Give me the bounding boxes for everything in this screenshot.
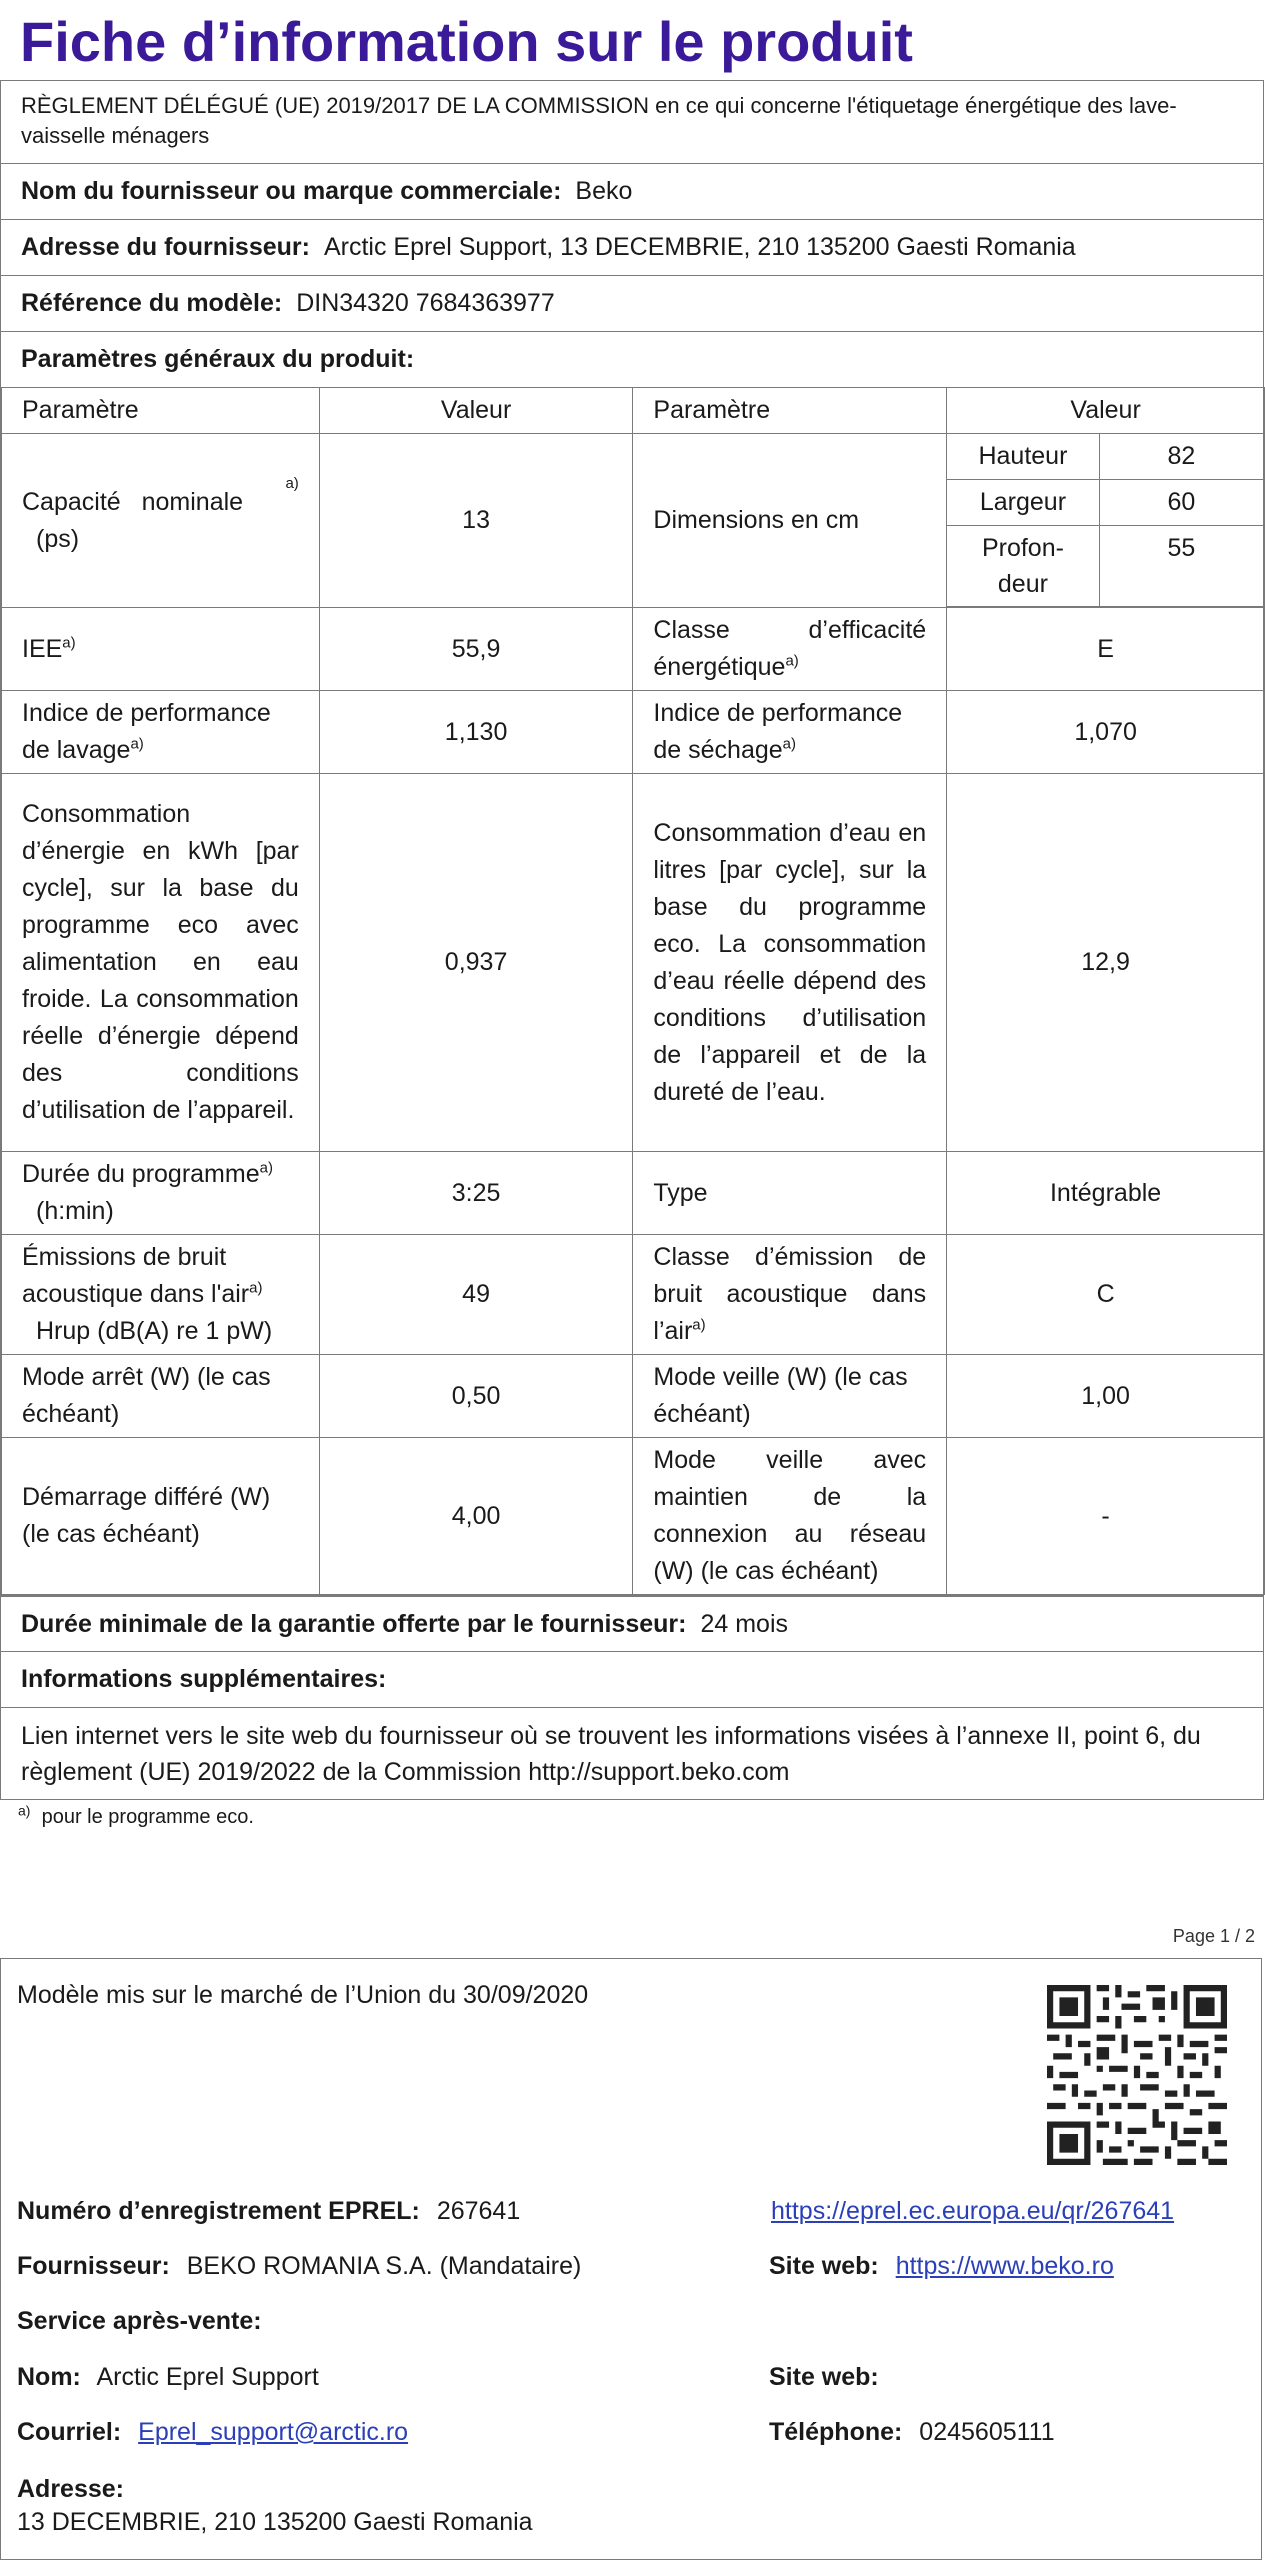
dry-value: 1,070 bbox=[947, 691, 1265, 774]
guarantee-row bbox=[1, 1595, 1263, 1651]
duration-unit: (h:min) bbox=[36, 1197, 114, 1225]
link-row bbox=[1, 1707, 1263, 1799]
capacity-unit: (ps) bbox=[36, 524, 80, 553]
supplier-row bbox=[1, 163, 1263, 219]
supplier-field bbox=[17, 2252, 581, 2281]
noise-class-value: C bbox=[947, 1235, 1265, 1355]
service-website-field bbox=[769, 2363, 889, 2392]
service-website-label: Site web: bbox=[769, 2363, 879, 2391]
capacity-cell bbox=[2, 434, 320, 608]
table-row bbox=[2, 434, 1265, 608]
footnote-marker: a) bbox=[249, 1279, 263, 1297]
iee-cell bbox=[2, 608, 320, 691]
qr-code-icon[interactable] bbox=[1047, 1985, 1227, 2165]
footnote-marker: a) bbox=[18, 1802, 31, 1819]
wash-cell bbox=[2, 691, 320, 774]
guarantee-value: 24 mois bbox=[700, 1609, 789, 1638]
address-row bbox=[1, 219, 1263, 275]
email-label: Courriel: bbox=[17, 2418, 122, 2446]
depth-label: Profon-deur bbox=[947, 526, 1099, 607]
water-consumption-value: 12,9 bbox=[947, 774, 1265, 1152]
website-link[interactable]: https://www.beko.ro bbox=[895, 2252, 1114, 2280]
address-value: Arctic Eprel Support, 13 DECEMBRIE, 210 135200 Gaesti Romania bbox=[323, 233, 1076, 261]
delay-start-value: 4,00 bbox=[319, 1438, 633, 1595]
dimensions-cell bbox=[947, 434, 1265, 608]
table-row bbox=[2, 1235, 1265, 1355]
phone-value: 0245605111 bbox=[919, 2418, 1055, 2446]
width-value: 60 bbox=[1099, 480, 1263, 526]
eprel-value: 267641 bbox=[436, 2197, 521, 2225]
after-sales-field bbox=[17, 2307, 272, 2336]
footnote-marker: a) bbox=[130, 735, 144, 753]
standby-label: Mode veille (W) (le cas échéant) bbox=[633, 1355, 947, 1438]
noise-cell bbox=[2, 1235, 320, 1355]
height-value: 82 bbox=[1099, 434, 1263, 480]
dimensions-label: Dimensions en cm bbox=[633, 434, 947, 608]
additional-label: Informations supplémentaires: bbox=[21, 1665, 387, 1693]
off-mode-label: Mode arrêt (W) (le cas échéant) bbox=[2, 1355, 320, 1438]
type-value: Intégrable bbox=[947, 1152, 1265, 1235]
supplier-link-text[interactable]: Lien internet vers le site web du fournisseur où se trouvent les informations visées à l’annexe II, point 6, du règlement (UE) 2019/2022 de la Commission http://support.beko.com bbox=[21, 1721, 1201, 1786]
noise-class-cell bbox=[633, 1235, 947, 1355]
energy-consumption-value: 0,937 bbox=[319, 774, 633, 1152]
type-label: Type bbox=[633, 1152, 947, 1235]
market-date: Modèle mis sur le marché de l’Union du 30/09/2020 bbox=[17, 1981, 589, 2009]
general-params-label: Paramètres généraux du produit: bbox=[21, 345, 415, 373]
dry-cell bbox=[633, 691, 947, 774]
page-title: Fiche d’information sur le produit bbox=[20, 10, 913, 73]
service-name-value: Arctic Eprel Support bbox=[96, 2363, 319, 2391]
height-label: Hauteur bbox=[947, 434, 1099, 480]
phone-field bbox=[769, 2418, 1055, 2447]
duration-cell bbox=[2, 1152, 320, 1235]
regulation-text: RÈGLEMENT DÉLÉGUÉ (UE) 2019/2017 DE LA COMMISSION en ce qui concerne l'étiquetage énergétique des lave-vaisselle ménagers bbox=[21, 93, 1177, 148]
standby-value: 1,00 bbox=[947, 1355, 1265, 1438]
eprel-label: Numéro d’enregistrement EPREL: bbox=[17, 2197, 420, 2225]
model-label: Référence du modèle: bbox=[21, 289, 283, 317]
noise-unit: Hrup (dB(A) re 1 pW) bbox=[36, 1317, 273, 1345]
guarantee-label: Durée minimale de la garantie offerte par le fournisseur: bbox=[21, 1609, 687, 1638]
header-box bbox=[0, 80, 1264, 1800]
header-param-2: Paramètre bbox=[633, 388, 947, 434]
duration-label: Durée du programme bbox=[22, 1160, 260, 1188]
fournisseur-value: BEKO ROMANIA S.A. (Mandataire) bbox=[186, 2252, 582, 2280]
website-label: Site web: bbox=[769, 2252, 879, 2280]
footnote-marker: a) bbox=[62, 634, 76, 652]
iee-value: 55,9 bbox=[319, 608, 633, 691]
off-mode-value: 0,50 bbox=[319, 1355, 633, 1438]
footnote-text: pour le programme eco. bbox=[41, 1806, 254, 1828]
header-value-2: Valeur bbox=[947, 388, 1265, 434]
energy-class-value: E bbox=[947, 608, 1265, 691]
general-params-row bbox=[1, 331, 1263, 387]
table-header-row bbox=[2, 388, 1265, 434]
eprel-box bbox=[0, 1958, 1262, 2560]
parameters-table bbox=[1, 387, 1265, 1595]
website-field bbox=[769, 2252, 1114, 2281]
footnote-marker: a) bbox=[785, 652, 799, 670]
duration-value: 3:25 bbox=[319, 1152, 633, 1235]
noise-value: 49 bbox=[319, 1235, 633, 1355]
width-label: Largeur bbox=[947, 480, 1099, 526]
iee-label: IEE bbox=[22, 634, 63, 663]
eprel-url-link[interactable]: https://eprel.ec.europa.eu/qr/267641 bbox=[771, 2197, 1175, 2225]
table-row bbox=[2, 774, 1265, 1152]
fournisseur-label: Fournisseur: bbox=[17, 2252, 170, 2280]
service-name-label: Nom: bbox=[17, 2363, 81, 2391]
model-value: DIN34320 7684363977 bbox=[296, 289, 555, 317]
energy-consumption-label: Consommation d’énergie en kWh [par cycle], sur la base du programme eco avec alimentation en eau froide. La consommation réelle d’énergie dépend des conditions d’utilisation de l’appareil. bbox=[2, 774, 320, 1152]
table-row bbox=[2, 608, 1265, 691]
water-consumption-label: Consommation d’eau en litres [par cycle], sur la base du programme eco. La consommation d’eau réelle dépend des conditions d’utilisation de l’appareil et de la dureté de l’eau. bbox=[633, 774, 947, 1152]
phone-label: Téléphone: bbox=[769, 2418, 903, 2446]
supplier-value: Beko bbox=[575, 177, 633, 205]
header-value-1: Valeur bbox=[319, 388, 633, 434]
footnote bbox=[0, 1800, 1265, 1835]
email-link[interactable]: Eprel_support@arctic.ro bbox=[138, 2418, 409, 2446]
table-row bbox=[2, 1438, 1265, 1595]
model-row bbox=[1, 275, 1263, 331]
footnote-marker: a) bbox=[782, 735, 797, 753]
service-address-field bbox=[17, 2475, 533, 2537]
table-row bbox=[2, 1152, 1265, 1235]
capacity-label: Capacité nominale bbox=[22, 487, 244, 516]
footnote-marker: a) bbox=[259, 1159, 273, 1177]
table-row bbox=[2, 691, 1265, 774]
header-param-1: Paramètre bbox=[2, 388, 320, 434]
service-address-value: 13 DECEMBRIE, 210 135200 Gaesti Romania bbox=[17, 2508, 533, 2536]
footnote-marker: a) bbox=[692, 1316, 706, 1334]
depth-value: 55 bbox=[1099, 526, 1263, 607]
supplier-label: Nom du fournisseur ou marque commerciale: bbox=[21, 177, 562, 205]
wash-value: 1,130 bbox=[319, 691, 633, 774]
eprel-number-field bbox=[17, 2197, 520, 2226]
noise-class-label: Classe d’émission de bruit acoustique dans l’air bbox=[653, 1243, 927, 1345]
networked-standby-value: - bbox=[947, 1438, 1265, 1595]
footnote-marker: a) bbox=[285, 474, 299, 492]
service-name-field bbox=[17, 2363, 319, 2392]
page-number: Page 1 / 2 bbox=[1172, 1926, 1255, 1946]
energy-class-label: Classe d’efficacité énergétique bbox=[653, 616, 927, 681]
networked-standby-label: Mode veille avec maintien de la connexion au réseau (W) (le cas échéant) bbox=[633, 1438, 947, 1595]
energy-class-cell bbox=[633, 608, 947, 691]
eprel-url-field[interactable] bbox=[771, 2197, 1174, 2226]
noise-label: Émissions de bruit acoustique dans l'air bbox=[22, 1243, 250, 1308]
email-field bbox=[17, 2418, 408, 2447]
after-sales-label: Service après-vente: bbox=[17, 2307, 262, 2335]
capacity-value: 13 bbox=[319, 434, 633, 608]
table-row bbox=[2, 1355, 1265, 1438]
wash-label: Indice de performance de lavage bbox=[22, 699, 271, 764]
address-label: Adresse du fournisseur: bbox=[21, 233, 310, 261]
additional-row bbox=[1, 1651, 1263, 1707]
delay-start-label: Démarrage différé (W) (le cas échéant) bbox=[2, 1438, 320, 1595]
dry-label: Indice de performance de séchage bbox=[653, 699, 903, 764]
dimensions-table bbox=[947, 434, 1264, 607]
service-address-label: Adresse: bbox=[17, 2475, 124, 2503]
